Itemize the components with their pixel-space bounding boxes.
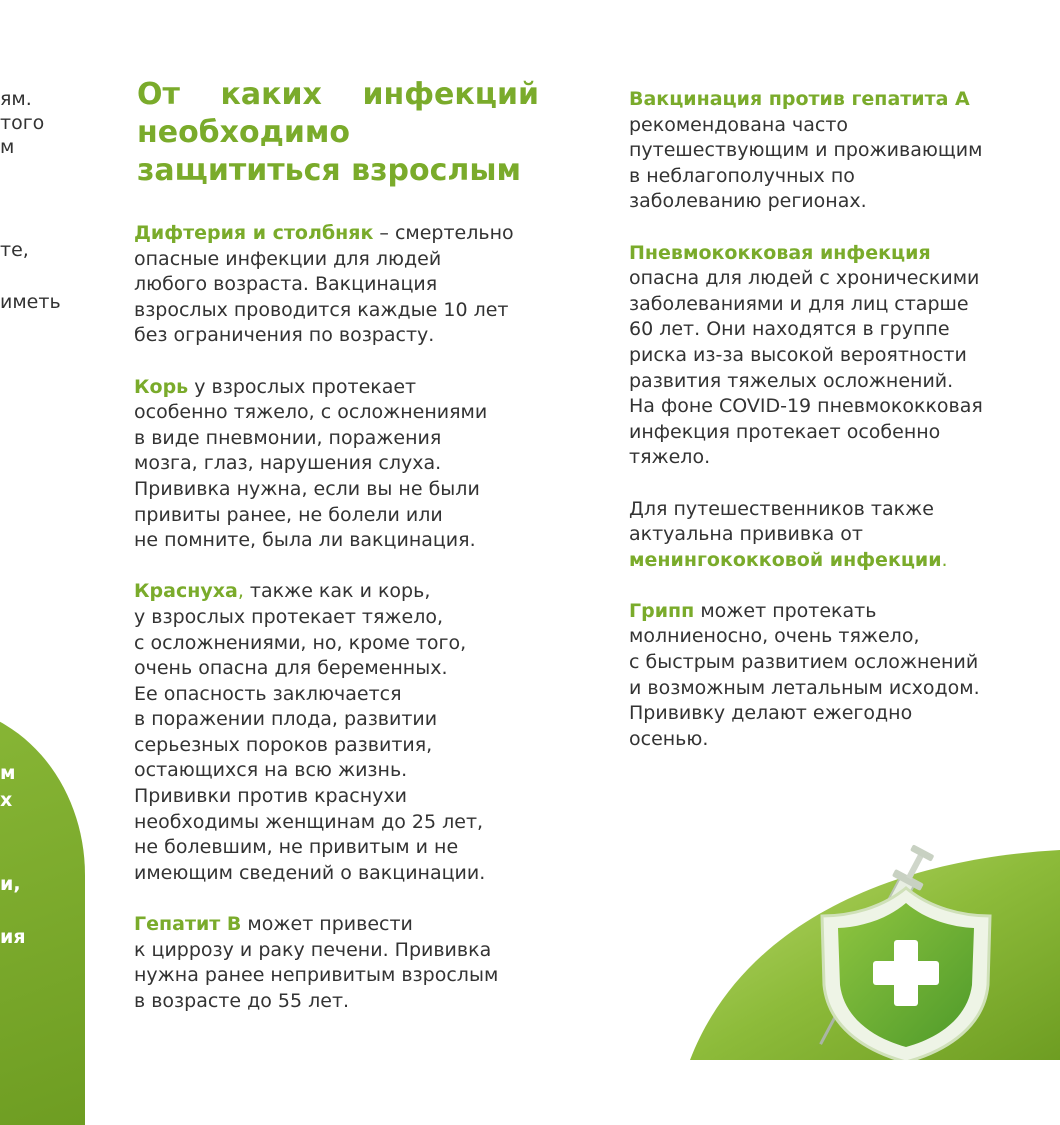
text-line: не помните, была ли вакцинация.	[134, 529, 476, 552]
text-line: мозга, глаз, нарушения слуха.	[134, 452, 442, 475]
text-line: особенно тяжело, с осложнениями	[134, 401, 488, 424]
text-line: также как и корь,	[243, 580, 431, 603]
section-title: Грипп	[629, 599, 695, 622]
text-line: может привести	[241, 913, 413, 936]
text-line: Ее опасность заключается	[134, 682, 402, 705]
text-line: нужна ранее непривитым взрослым	[134, 964, 499, 987]
text-line: любого возраста. Вакцинация	[134, 273, 438, 296]
text-line: осенью.	[629, 727, 709, 750]
text-line: путешествующим и проживающим	[629, 139, 983, 162]
text-line: необходимы женщинам до 25 лет,	[134, 810, 484, 833]
text-line: заболеванию регионах.	[629, 190, 867, 213]
section-travelers	[629, 497, 1049, 574]
text-line: актуальна прививка от	[629, 523, 863, 546]
text-line: в поражении плода, развитии	[134, 708, 438, 731]
text-end: .	[941, 548, 948, 571]
text-line: в возрасте до 55 лет.	[134, 989, 350, 1012]
text-line: Прививки против краснухи	[134, 785, 407, 808]
left-fragment: те,	[0, 239, 29, 261]
section-highlight: менингококковой инфекции	[629, 548, 942, 571]
text-line: заболеваниями и для лиц старше	[629, 292, 969, 315]
middle-column	[134, 221, 554, 1014]
left-fragment: м	[0, 136, 15, 158]
section-title: Вакцинация против гепатита А	[629, 88, 970, 110]
section-rubella	[134, 579, 554, 886]
title-line: От каких инфекций	[137, 77, 539, 112]
title-line: необходимо	[137, 115, 350, 150]
left-green-fragment: х	[0, 789, 13, 811]
left-green-fragment: ия	[0, 926, 26, 948]
text-line: Прививка нужна, если вы не были	[134, 477, 480, 500]
text-line: у взрослых протекает	[188, 375, 417, 398]
text-line: в виде пневмонии, поражения	[134, 426, 442, 449]
text-line: не болевшим, не привитым и не	[134, 836, 459, 859]
text-line: 60 лет. Они находятся в группе	[629, 318, 950, 341]
text-line: привиты ранее, не болели или	[134, 503, 443, 526]
text-line: развития тяжелых осложнений.	[629, 369, 954, 392]
text-line: На фоне COVID-19 пневмококковая	[629, 395, 983, 418]
text-line: инфекция протекает особенно	[629, 420, 941, 443]
text-line: имеющим сведений о вакцинации.	[134, 861, 486, 884]
left-fragment: того	[0, 112, 45, 134]
text-line: – смертельно	[373, 222, 514, 244]
section-pneumococcal	[629, 241, 1049, 471]
section-influenza	[629, 599, 1049, 753]
text-line: Прививку делают ежегодно	[629, 702, 913, 725]
text-line: рекомендована часто	[629, 113, 849, 136]
text-line: с быстрым развитием осложнений	[629, 651, 979, 674]
text-line: в неблагополучных по	[629, 164, 855, 187]
shield-cross-icon	[822, 888, 990, 1060]
text-line: с осложнениями, но, кроме того,	[134, 631, 467, 654]
text-line: опасна для людей с хроническими	[629, 267, 980, 290]
section-measles	[134, 375, 554, 554]
text-line: очень опасна для беременных.	[134, 657, 448, 680]
section-hepatitis-b	[134, 912, 554, 1014]
text-line: без ограничения по возрасту.	[134, 324, 435, 347]
left-green-fragment: м	[0, 762, 16, 784]
text-line: риска из-за высокой вероятности	[629, 343, 967, 366]
text-line: остающихся на всю жизнь.	[134, 759, 408, 782]
syringe-icon	[806, 842, 938, 1051]
title-line: защититься взрослым	[137, 153, 522, 188]
text-line: серьезных пороков развития,	[134, 733, 433, 756]
text-line: к циррозу и раку печени. Прививка	[134, 938, 492, 961]
text-line: может протекать	[694, 599, 877, 622]
text-line: тяжело.	[629, 446, 711, 469]
text-line: молниеносно, очень тяжело,	[629, 625, 920, 648]
section-title: Пневмококковая инфекция	[629, 241, 931, 264]
section-title: Краснуха	[134, 580, 238, 603]
left-fragment: ям.	[0, 88, 32, 110]
left-fragment: иметь	[0, 291, 61, 313]
right-column	[629, 87, 1049, 752]
section-title: Корь	[134, 375, 189, 398]
section-title: Гепатит В	[134, 913, 242, 936]
text-line: взрослых проводится каждые 10 лет	[134, 298, 509, 321]
section-diphtheria	[134, 221, 554, 349]
section-title: Дифтерия и столбняк	[134, 222, 374, 244]
page-title	[137, 76, 539, 190]
left-green-fragment: и,	[0, 873, 21, 895]
title-comma: ,	[237, 580, 244, 603]
text-line: опасные инфекции для людей	[134, 247, 442, 270]
text-line: и возможным летальным исходом.	[629, 676, 980, 699]
text-line: Для путешественников также	[629, 497, 934, 520]
text-line: у взрослых протекает тяжело,	[134, 605, 444, 628]
section-hepatitis-a	[629, 87, 1049, 215]
